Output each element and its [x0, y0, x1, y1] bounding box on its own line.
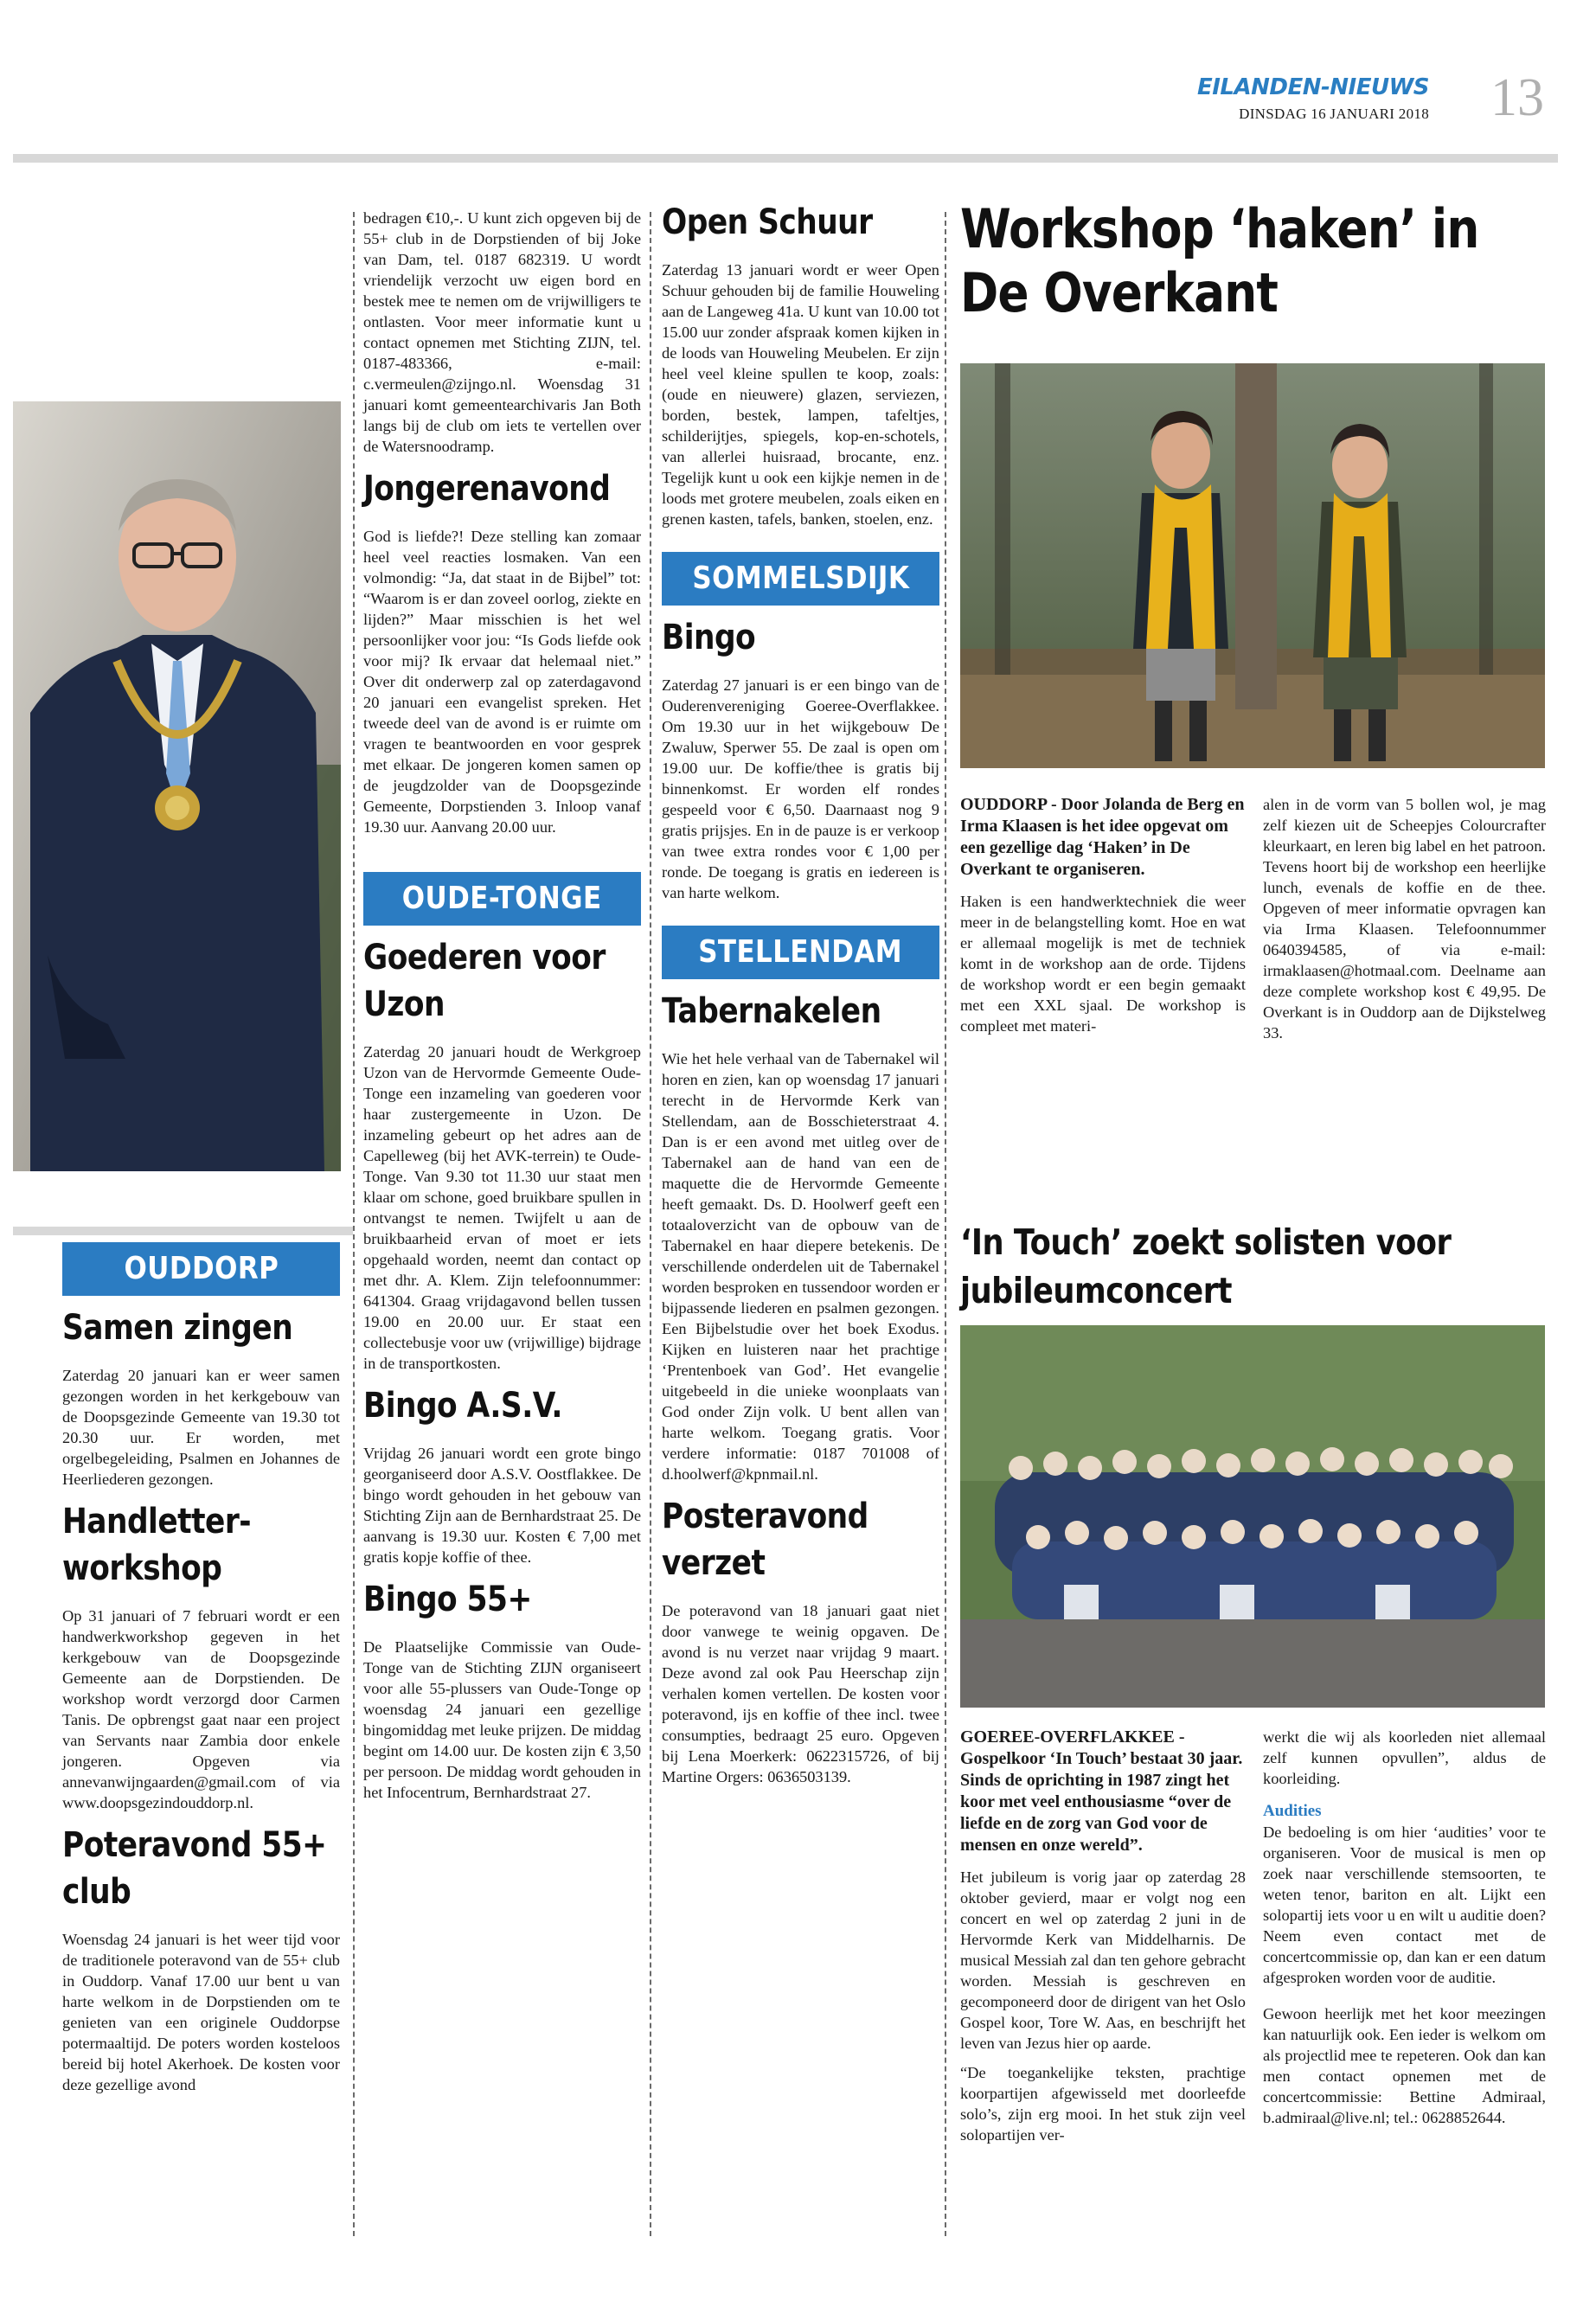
- article-body-poteravond-continued: bedragen €10,-. U kunt zich opgeven bij de 55+ club in de Dorpstienden of bij Joke van Dam, tel. 0187 682319. U wordt vriendelijk verzocht uw eigen bord en bestek mee te nemen om de vrijwilligers te ontlasten. Voor meer informatie kunt u contact opnemen met Stichting ZIJN, tel. 0187-483366, e-mail: c.vermeulen@zijngo.nl. Woensdag 31 januari komt gemeentearchivaris Jan Both langs bij de club om iets te vertellen over de Watersnoodramp.: [363, 209, 641, 455]
- haken-lead: OUDDORP - Door Jolanda de Berg en Irma Klaasen is het idee opgevat om een gezellige dag ‘Haken’ in De Overkant te organiseren.: [960, 795, 1245, 879]
- article-title-handletter: Handletter-workshop: [62, 1502, 252, 1588]
- page-number: 13: [1490, 68, 1544, 127]
- article-body-bingo-55: De Plaatselijke Commissie van Oude-Tonge van de Stichting ZIJN organiseert voor alle 55-plussers van Oude-Tonge op woensdag 24 januari een gezellige bingomiddag met leuke prijzen. De middag begint om 14.00 uur. De kosten zijn € 3,50 per persoon. De middag wordt gehouden in het Infocentrum, Bernhardstraat 27.: [363, 1638, 641, 1801]
- touch-lead: GOEREE-OVERFLAKKEE - Gospelkoor ‘In Touch’ bestaat 30 jaar. Sinds de oprichting in 1987 zingt het koor met veel enthousiasme “over de liefde en de zorg van God voor de mensen en onze wereld”.: [960, 1727, 1243, 1855]
- column-divider: [945, 212, 946, 2236]
- headline-in-touch: ‘In Touch’ zoekt solisten voor jubileumconcert: [960, 1221, 1452, 1311]
- newspaper-logo: EILANDEN-NIEUWS: [1197, 74, 1429, 100]
- article-body-posteravond: De poteravond van 18 januari gaat niet door vanwege te weinig opgaven. De avond is nu verzet naar vrijdag 9 maart. Deze avond zal ook Pau Heerschap zijn verhalen komen vertellen. De kosten voor poteravond, ijs en koffie of thee incl. twee consumpties, bedraagt 25 euro. Opgeven bij Lena Moerkerk: 0622315726, of bij Martine Orgers: 0636503139.: [662, 1602, 939, 1785]
- mayor-photo: [13, 401, 341, 1171]
- touch-column-left: [960, 1727, 1246, 2154]
- article-title-bingo-asv: Bingo A.S.V.: [363, 1386, 562, 1426]
- article-body-jongerenavond: God is liefde?! Deze stelling kan zomaar heel veel reacties losmaken. Van een volmondig: “Ja, dat staat in de Bijbel” tot: “Waarom is er dan zoveel oorlog, ziekte en lijden?” Maar misschien is het wel persoonlijker voor jou: “Is Gods liefde ook voor mij? Ik ervaar dat helemaal niet.” Over dit onderwerp zal op zaterdagavond 20 januari een evangelist spreken. Het tweede deel van de avond is er ruimte om vragen te beantwoorden en voor gesprek met elkaar. De jongeren komen samen op de jeugdzolder van de Doopsgezinde Gemeente, Dorpstienden 3. Inloop vanaf 19.30 uur. Aanvang 20.00 uur.: [363, 528, 641, 836]
- article-title-open-schuur: Open Schuur: [662, 202, 873, 242]
- article-workshop-haken: [960, 197, 1557, 325]
- article-title-tabernakelen: Tabernakelen: [662, 991, 881, 1031]
- article-title-samen-zingen: Samen zingen: [62, 1308, 293, 1348]
- region-banner-oude-tonge: OUDE-TONGE: [363, 872, 641, 926]
- article-title-goederen: Goederen voor Uzon: [363, 938, 606, 1024]
- haken-column-right: [1263, 794, 1546, 1052]
- column-divider: [353, 212, 355, 2236]
- column-three: [662, 199, 939, 1796]
- issue-date: DINSDAG 16 JANUARI 2018: [1239, 106, 1429, 122]
- touch-body-1: Het jubileum is vorig jaar op zaterdag 28 oktober gevierd, maar er volgt nog een concert en wel op zaterdag 2 juni in de Hervormde Kerk van Middelharnis. De musical Messiah zal dan ten gehore gebracht worden. Messiah is geschreven en gecomponeerd door de dirigent van het Oslo Gospel koor, Tore W. Aas, en beschrijft het leven van Jezus hier op aarde.: [960, 1868, 1246, 2052]
- article-title-jongerenavond: Jongerenavond: [363, 469, 611, 509]
- article-title-bingo-55: Bingo 55+: [363, 1580, 532, 1619]
- region-banner-ouddorp: OUDDORP: [62, 1242, 340, 1296]
- headline-workshop-haken: Workshop ‘haken’ in De Overkant: [960, 197, 1479, 324]
- article-body-poteravond: Woensdag 24 januari is het weer tijd voor de traditionele poteravond van de 55+ club in Ouddorp. Vanaf 17.00 uur bent u van harte welkom in de Dorpstienden om te genieten van een originele Ouddorpse potermaaltijd. De poters worden kosteloos bereid bij hotel Akerhoek. De kosten voor deze gezellige avond: [62, 1931, 340, 2093]
- article-title-posteravond: Posteravond verzet: [662, 1497, 869, 1583]
- article-title-bingo: Bingo: [662, 618, 756, 657]
- column-divider: [650, 212, 651, 2236]
- haken-column-left: [960, 794, 1246, 1045]
- article-body-goederen: Zaterdag 20 januari houdt de Werkgroep Uzon van de Hervormde Gemeente Oude-Tonge een inzameling van goederen voor haar zustergemeente in Uzon. De inzameling gebeurt op het adres aan de Capelleweg (bij het AVK-terrein) te Oude-Tonge. Van 9.30 tot 11.30 uur staat men klaar om schone, goed bruikbare spullen in ontvangst te nemen. Twijfelt u aan de bruikbaarheid ervan of moet er iets opgehaald worden, neemt dan contact op met dhr. A. Klem. Zijn telefoonnummer: 641304. Graag vrijdagavond bellen tussen 19.00 en 20.00 uur. Er staat een collectebusje voor uw (vrijwillige) bijdrage in de transportkosten.: [363, 1043, 641, 1372]
- article-title-poteravond: Poteravond 55+ club: [62, 1825, 327, 1912]
- top-rule: [13, 154, 1558, 163]
- column-ouddorp: [62, 1242, 340, 2104]
- touch-subhead-audities: Audities: [1263, 1802, 1322, 1820]
- article-body-samen-zingen: Zaterdag 20 januari kan er weer samen gezongen worden in het kerkgebouw van de Doopsgezinde Gemeente van 19.30 tot 20.30 uur. Er worden, met orgelbegeleiding, Psalmen en Johannes de Heerliederen gezongen.: [62, 1367, 340, 1488]
- article-body-handletter: Op 31 januari of 7 februari wordt er een handwerkworkshop gegeven in het kerkgebouw van de Doopsgezinde Gemeente aan de Dorpstienden. De workshop wordt verzorgd door Carmen Tanis. De opbrengst gaat naar een project van Servants naar Zambia door enkele jongeren. Opgeven via annevanwijngaarden@gmail.com of via www.doopsgezindouddorp.nl.: [62, 1607, 340, 1811]
- region-banner-stellendam: STELLENDAM: [662, 926, 939, 979]
- mayor-photo-image: [13, 401, 341, 1171]
- touch-body-3: werkt die wij als koorleden niet allemaal zelf kunnen opvullen”, aldus de koorleiding.: [1263, 1728, 1546, 1787]
- region-banner-sommelsdijk: SOMMELSDIJK: [662, 552, 939, 606]
- article-in-touch: [960, 1218, 1557, 1315]
- touch-body-2: “De toegankelijke teksten, prachtige koorpartijen afgewisseld met doorleefde solo’s, zijn erg mooi. In het stuk zijn veel solopartijen ver-: [960, 2064, 1246, 2144]
- koor-photo: [960, 1325, 1545, 1708]
- section-rule: [13, 1227, 353, 1235]
- article-body-bingo-asv: Vrijdag 26 januari wordt een grote bingo georganiseerd door A.S.V. Oostflakkee. De bingo wordt gehouden in het gebouw van Stichting Zijn aan de Bernhardstraat 25. De aanvang is 19.30 uur. Kosten € 7,00 met gratis kopje koffie of thee.: [363, 1445, 641, 1566]
- haken-photo: [960, 363, 1545, 768]
- koor-photo-image: [960, 1325, 1545, 1708]
- touch-body-5: Gewoon heerlijk met het koor meezingen kan natuurlijk ook. Een ieder is welkom om als projectlid mee te repeteren. Ook dan kan men contact opnemen met de concertcommissie: Bettine Admiraal, b.admiraal@live.nl; tel.: 0628852644.: [1263, 2005, 1546, 2126]
- article-body-bingo: Zaterdag 27 januari is er een bingo van de Ouderenvereniging Goeree-Overflakkee. Om 19.30 uur in het wijkgebouw De Zwaluw, Sperwer 55. De zaal is open om 19.00 uur. De koffie/thee is gratis bij binnenkomst. Er worden elf rondes gespeeld voor € 6,50. Daarnaast nog 9 gratis prijsjes. En in de pauze is er verkoop van twee extra rondes voor € 1,00 per ronde. De toegang is gratis en iedereen is van harte welkom.: [662, 676, 939, 901]
- haken-body-2: alen in de vorm van 5 bollen wol, je mag zelf kiezen uit de Scheepjes Colourcrafter kleurkaart, en leren big label en het patroon. Tevens hoort bij de workshop een heerlijke lunch, evenals de koffie en de thee. Opgeven of meer informatie opvragen kan via Irma Klaasen. Telefoonnummer 0640394585, of via e-mail: irmaklaasen@hotmaal.com. Deelname aan deze complete workshop kost € 49,95. De Overkant is in Ouddorp aan de Dijkstelweg 33.: [1263, 796, 1546, 1042]
- haken-photo-image: [960, 363, 1545, 768]
- touch-body-4: De bedoeling is om hier ‘audities’ voor te organiseren. Voor de musical is men op zoek naar verschillende stemsoorten, te weten tenor, bariton en alt. Lijkt een solopartij iets voor u en wilt u auditie doen? Neem even contact met de concertcommissie op, dan kan er een datum afgesproken worden voor de auditie.: [1263, 1823, 1546, 1986]
- article-body-open-schuur: Zaterdag 13 januari wordt er weer Open Schuur gehouden bij de familie Houweling aan de Langeweg 41a. U kunt van 10.00 tot 15.00 uur zonder afspraak komen kijken in de loods van Houweling Meubelen. Er zijn heel veel kleine spullen te koop, zoals: (oude en nieuwere) glazen, serviezen, borden, bestek, lampen, tafeltjes, schilderijtjes, spiegels, kop-en-schotels, van allerlei huisraad, brocante, enz. Tegelijk kunt u ook een kijkje nemen in de loods met grotere meubelen, zoals eiken en grenen kasten, tafels, banken, stoelen, enz.: [662, 261, 939, 528]
- column-two: [363, 208, 641, 1811]
- article-body-tabernakelen: Wie het hele verhaal van de Tabernakel wil horen en zien, kan op woensdag 17 januari terecht in de Hervormde Kerk van Stellendam, aan de Bosschieterstraat 4. Dan is er een avond met uitleg over de Tabernakel aan de hand van een de maquette die de Hervormde Gemeente heeft gemaakt. Ds. D. Hoolwerf geeft een totaaloverzicht van de opbouw van de Tabernakel en haar diepere betekenis. De verschillende onderdelen uit de Tabernakel worden besproken en tussendoor worden er bijpassende liederen en psalmen gezongen. Een Bijbelstudie over het boek Exodus. Kijken en luisteren naar het prachtige ‘Prentenboek van God’. Het evangelie uitgebeeld in die unieke woonplaats van God onder Zijn volk. U bent allen van harte welkom. Toegang gratis. Voor verdere informatie: 0187 701008 of d.hoolwerf@kpnmail.nl.: [662, 1050, 939, 1483]
- touch-column-right: [1263, 1727, 1546, 2137]
- haken-body-1: Haken is een handwerktechniek die weer meer in de belangstelling komt. Hoe en wat er allemaal mogelijk is met de techniek komt in de workshop aan de orde. Tijdens de workshop wordt er een begin gemaakt met een XXL sjaal. De workshop is compleet met materi-: [960, 893, 1246, 1035]
